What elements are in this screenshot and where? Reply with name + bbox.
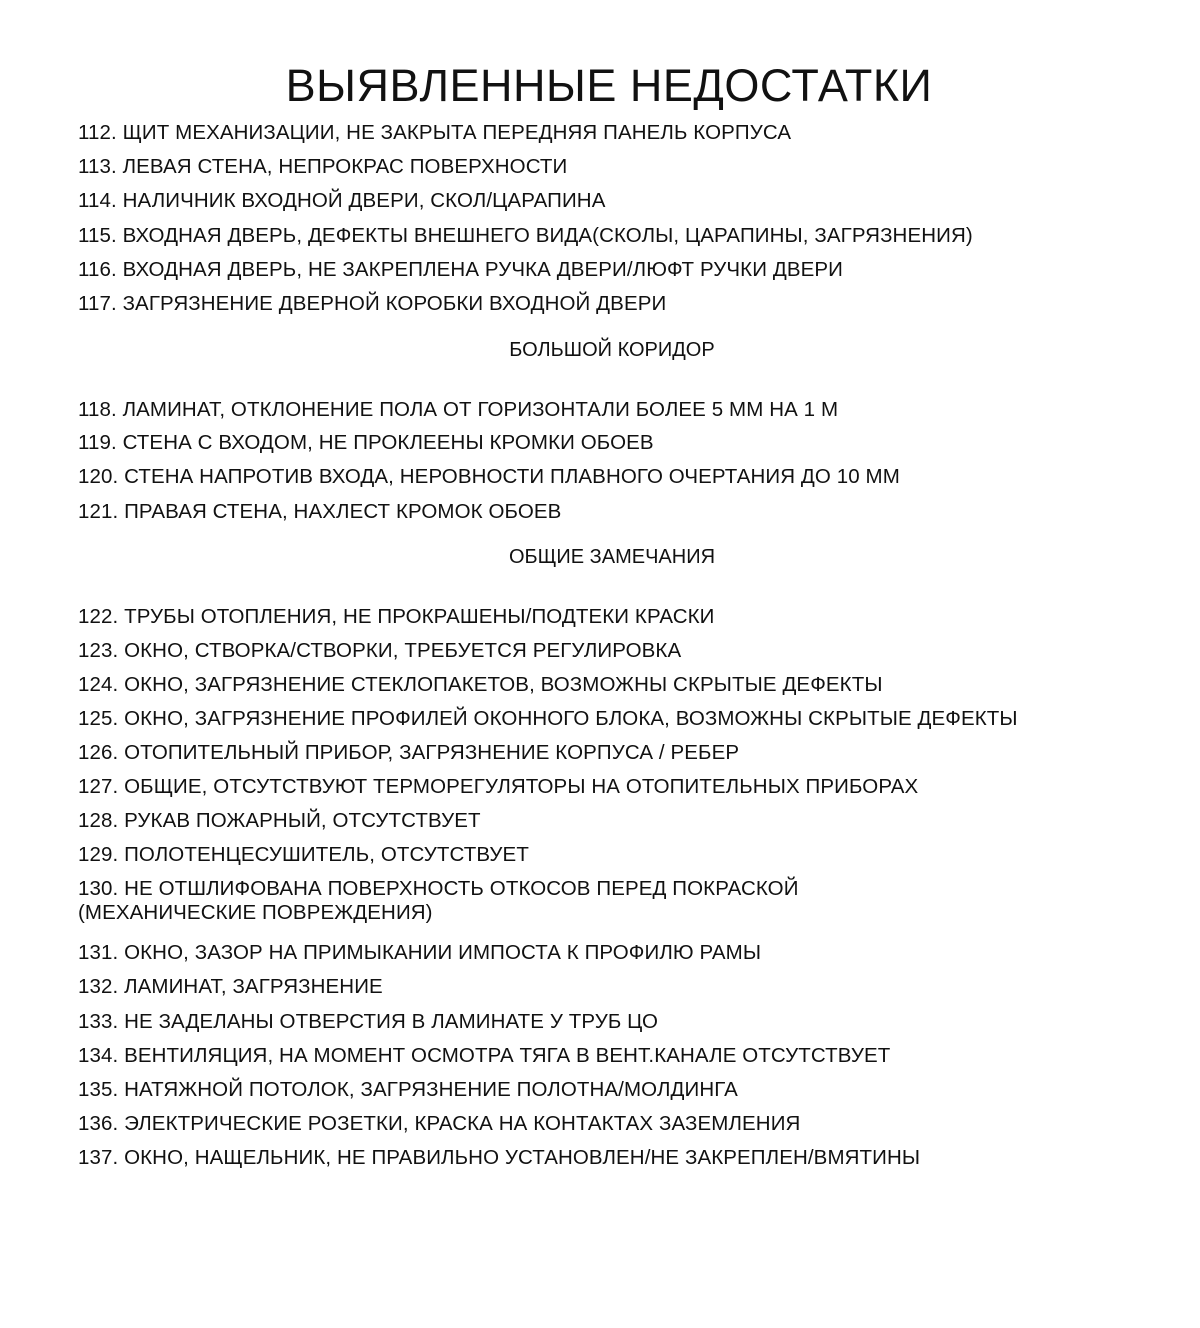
list-item: 132. ЛАМИНАТ, ЗАГРЯЗНЕНИЕ: [78, 975, 383, 998]
list-item: 135. НАТЯЖНОЙ ПОТОЛОК, ЗАГРЯЗНЕНИЕ ПОЛОТНА/МОЛДИНГА: [78, 1078, 738, 1101]
page-title: ВЫЯВЛЕННЫЕ НЕДОСТАТКИ: [285, 60, 933, 111]
list-item: 134. ВЕНТИЛЯЦИЯ, НА МОМЕНТ ОСМОТРА ТЯГА В ВЕНТ.КАНАЛЕ ОТСУТСТВУЕТ: [78, 1044, 891, 1067]
list-item: 127. ОБЩИЕ, ОТСУТСТВУЮТ ТЕРМОРЕГУЛЯТОРЫ НА ОТОПИТЕЛЬНЫХ ПРИБОРАХ: [78, 775, 919, 798]
section-heading: БОЛЬШОЙ КОРИДОР: [509, 339, 715, 361]
list-item: 123. ОКНО, СТВОРКА/СТВОРКИ, ТРЕБУЕТСЯ РЕГУЛИРОВКА: [78, 639, 682, 662]
list-item: 136. ЭЛЕКТРИЧЕСКИЕ РОЗЕТКИ, КРАСКА НА КОНТАКТАХ ЗАЗЕМЛЕНИЯ: [78, 1112, 801, 1135]
list-item: 131. ОКНО, ЗАЗОР НА ПРИМЫКАНИИ ИМПОСТА К ПРОФИЛЮ РАМЫ: [78, 941, 762, 964]
list-item: 128. РУКАВ ПОЖАРНЫЙ, ОТСУТСТВУЕТ: [78, 809, 481, 832]
list-item: 130. НЕ ОТШЛИФОВАНА ПОВЕРХНОСТЬ ОТКОСОВ ПЕРЕД ПОКРАСКОЙ (МЕХАНИЧЕСКИЕ ПОВРЕЖДЕНИЯ): [78, 877, 799, 924]
list-item: 119. СТЕНА С ВХОДОМ, НЕ ПРОКЛЕЕНЫ КРОМКИ ОБОЕВ: [78, 431, 654, 454]
list-item: 124. ОКНО, ЗАГРЯЗНЕНИЕ СТЕКЛОПАКЕТОВ, ВОЗМОЖНЫ СКРЫТЫЕ ДЕФЕКТЫ: [78, 673, 883, 696]
list-item: 116. ВХОДНАЯ ДВЕРЬ, НЕ ЗАКРЕПЛЕНА РУЧКА ДВЕРИ/ЛЮФТ РУЧКИ ДВЕРИ: [78, 258, 843, 281]
section-heading: ОБЩИЕ ЗАМЕЧАНИЯ: [508, 546, 716, 568]
list-item: 114. НАЛИЧНИК ВХОДНОЙ ДВЕРИ, СКОЛ/ЦАРАПИНА: [78, 189, 606, 212]
list-item: 137. ОКНО, НАЩЕЛЬНИК, НЕ ПРАВИЛЬНО УСТАНОВЛЕН/НЕ ЗАКРЕПЛЕН/ВМЯТИНЫ: [78, 1146, 921, 1169]
list-item: 115. ВХОДНАЯ ДВЕРЬ, ДЕФЕКТЫ ВНЕШНЕГО ВИДА(СКОЛЫ, ЦАРАПИНЫ, ЗАГРЯЗНЕНИЯ): [78, 224, 973, 247]
list-item: 112. ЩИТ МЕХАНИЗАЦИИ, НЕ ЗАКРЫТА ПЕРЕДНЯЯ ПАНЕЛЬ КОРПУСА: [78, 121, 792, 144]
list-item: 118. ЛАМИНАТ, ОТКЛОНЕНИЕ ПОЛА ОТ ГОРИЗОНТАЛИ БОЛЕЕ 5 ММ НА 1 М: [78, 398, 839, 421]
list-item: 129. ПОЛОТЕНЦЕСУШИТЕЛЬ, ОТСУТСТВУЕТ: [78, 843, 529, 866]
list-item: 122. ТРУБЫ ОТОПЛЕНИЯ, НЕ ПРОКРАШЕНЫ/ПОДТЕКИ КРАСКИ: [78, 605, 715, 628]
list-item: 126. ОТОПИТЕЛЬНЫЙ ПРИБОР, ЗАГРЯЗНЕНИЕ КОРПУСА / РЕБЕР: [78, 741, 740, 764]
list-item: 117. ЗАГРЯЗНЕНИЕ ДВЕРНОЙ КОРОБКИ ВХОДНОЙ ДВЕРИ: [78, 292, 667, 315]
list-item: 113. ЛЕВАЯ СТЕНА, НЕПРОКРАС ПОВЕРХНОСТИ: [78, 155, 568, 178]
list-item: 125. ОКНО, ЗАГРЯЗНЕНИЕ ПРОФИЛЕЙ ОКОННОГО БЛОКА, ВОЗМОЖНЫ СКРЫТЫЕ ДЕФЕКТЫ: [78, 707, 1018, 730]
list-item: 121. ПРАВАЯ СТЕНА, НАХЛЕСТ КРОМОК ОБОЕВ: [78, 500, 562, 523]
list-item: 133. НЕ ЗАДЕЛАНЫ ОТВЕРСТИЯ В ЛАМИНАТЕ У ТРУБ ЦО: [78, 1010, 659, 1033]
list-item: 120. СТЕНА НАПРОТИВ ВХОДА, НЕРОВНОСТИ ПЛАВНОГО ОЧЕРТАНИЯ ДО 10 ММ: [78, 465, 900, 488]
